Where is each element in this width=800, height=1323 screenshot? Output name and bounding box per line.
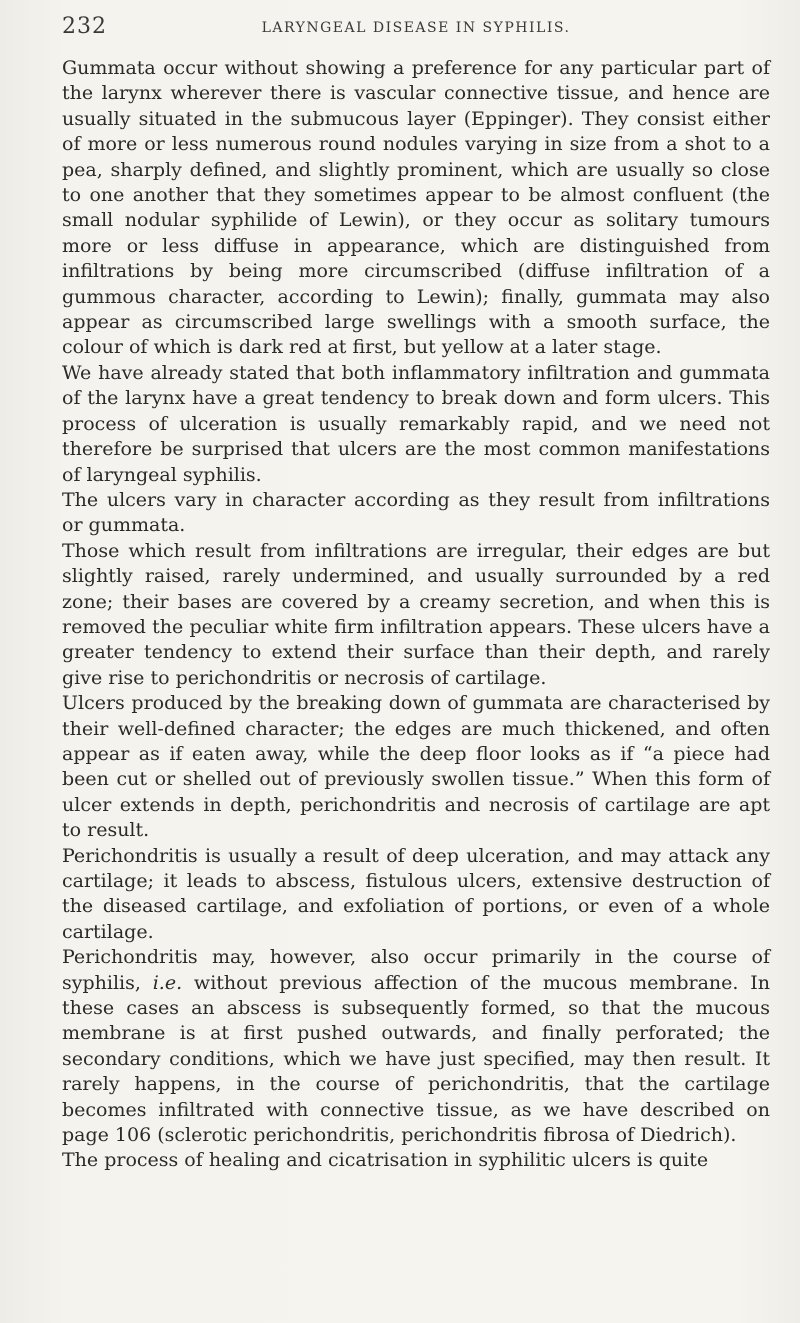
italic-abbreviation: i.e. <box>152 971 183 994</box>
page-header <box>62 14 770 40</box>
running-head: LARYNGEAL DISEASE IN SYPHILIS. <box>261 20 571 36</box>
page-number: 232 <box>62 14 107 39</box>
paragraph-infiltration-ulcers: Those which result from infiltrations are irregular, their edges are but slightly raised, rarely undermined, and usually surrounded by a red zone; their bases are covered by a creamy secretion, and when this is removed the peculiar white firm infiltration appears. These ulcers have a greater tendency to extend their surface than their depth, and rarely give rise to perichondritis or necrosis of cartilage. <box>62 539 770 689</box>
paragraph-text-before: Perichondritis may, however, also occur primarily in the course of syphilis, <box>62 946 770 994</box>
paragraph-healing: The process of healing and cicatrisation in syphilitic ulcers is quite <box>62 1149 709 1172</box>
paragraph-gummata-ulcers: Ulcers produced by the breaking down of gummata are characterised by their well-defined character; the edges are much thickened, and often appear as if eaten away, while the deep floor looks as if “a piece had been cut or shelled out of previously swollen tissue.” When this form of ulcer extends in depth, perichondritis and necrosis of cartilage are apt to result. <box>62 692 770 842</box>
paragraph-ulceration: We have already stated that both inflammatory infiltration and gummata of the larynx have a great tendency to break down and form ulcers. This process of ulceration is usually remarkably rapid, and we need not therefore be surprised that ulcers are the most common manifestations of laryngeal syphilis. <box>62 361 770 486</box>
paragraph-gummata: Gummata occur without showing a preference for any particular part of the larynx wherever there is vascular connective tissue, and hence are usually situated in the submucous layer (Eppinger). They consist either of more or less numerous round nodules varying in size from a shot to a pea, sharply defined, and slightly prominent, which are usually so close to one another that they sometimes appear to be almost confluent (the small nodular syphilide of Lewin), or they occur as solitary tumours more or less diffuse in appearance, which are distinguished from infiltrations by being more circumscribed (diffuse infiltration of a gummous character, according to Lewin); finally, gummata may also appear as circumscribed large swellings with a smooth surface, the colour of which is dark red at first, but yellow at a later stage. <box>62 57 770 359</box>
paragraph-perichondritis: Perichondritis is usually a result of deep ulceration, and may attack any cartilage; it leads to abscess, fistulous ulcers, extensive destruction of the diseased cartilage, and exfoliation of portions, or even of a whole cartilage. <box>62 844 770 943</box>
paragraph-primary-perichondritis <box>62 945 770 1148</box>
paragraph-ulcer-character: The ulcers vary in character according as they result from infiltrations or gummata. <box>62 488 770 537</box>
body-text <box>62 56 770 1174</box>
paragraph-text-after: without previous affection of the mucous membrane. In these cases an abscess is subsequently formed, so that the mucous membrane is at first pushed outwards, and finally perforated; the secondary conditions, which we have just specified, may then result. It rarely happens, in the course of perichondritis, that the cartilage becomes infiltrated with connective tissue, as we have described on page 106 (sclerotic perichondritis, perichondritis fibrosa of Diedrich). <box>62 971 770 1147</box>
